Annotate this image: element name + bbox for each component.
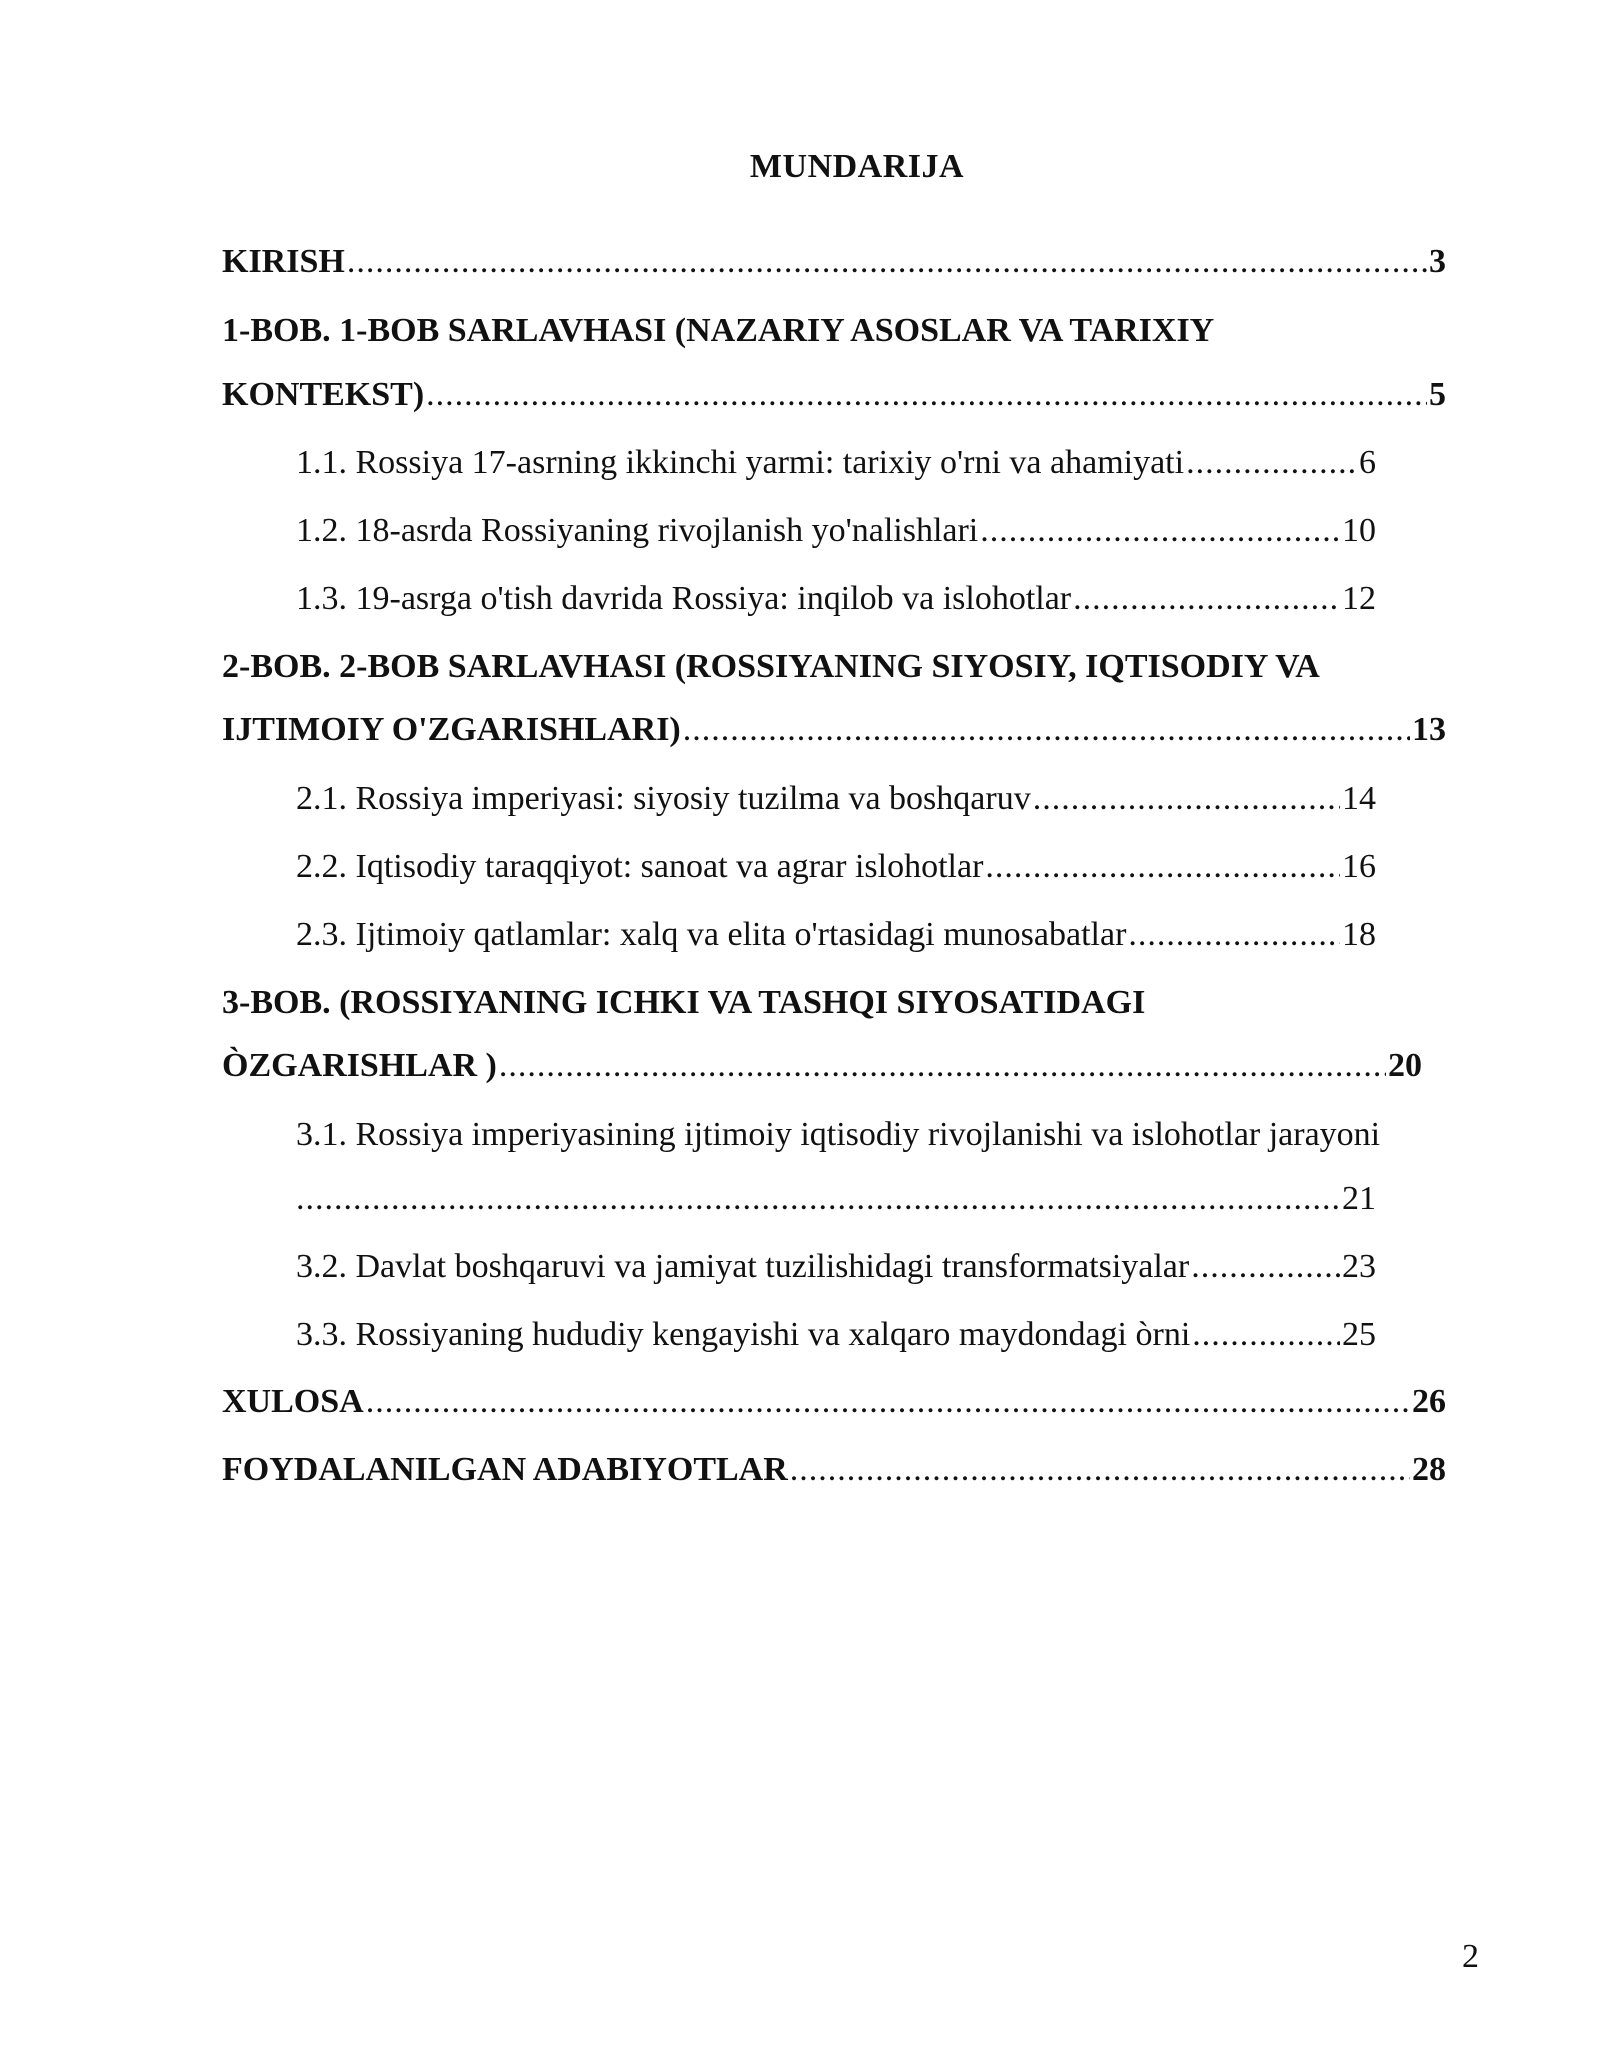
toc-entry-page: 10 (1342, 512, 1376, 549)
dot-leader (683, 710, 1410, 750)
toc-entry-label: 1.1. Rossiya 17-asrning ikkinchi yarmi: tarixiy o'rni va ahamiyati (296, 444, 1185, 481)
toc-entry-label: FOYDALANILGAN ADABIYOTLAR (222, 1451, 788, 1488)
toc-entry-label: 2-BOB. 2-BOB SARLAVHASI (ROSSIYANING SIYOSIY, IQTISODIY VA (222, 648, 1320, 685)
toc-entry-label: 3-BOB. (ROSSIYANING ICHKI VA TASHQI SIYOSATIDAGI (222, 984, 1146, 1021)
toc-entry-label: IJTIMOIY O'ZGARISHLARI) (222, 711, 681, 748)
toc-chapter-2[interactable] (222, 710, 1446, 750)
toc-entry-label: 2.2. Iqtisodiy taraqqiyot: sanoat va agrar islohotlar (296, 848, 984, 885)
toc-section-3-2[interactable] (296, 1247, 1376, 1287)
dot-leader (1192, 1315, 1340, 1355)
toc-section-1-3[interactable] (296, 579, 1376, 619)
toc-entry-page: 6 (1359, 444, 1376, 481)
toc-entry-page: 25 (1342, 1316, 1376, 1353)
dot-leader (347, 242, 1427, 282)
dot-leader (1073, 579, 1340, 619)
toc-entry-label: XULOSA (222, 1383, 364, 1420)
dot-leader (1128, 915, 1340, 955)
toc-entry-label: KONTEKST) (222, 376, 425, 413)
dot-leader (1191, 1247, 1340, 1287)
toc-entry-label: 1.3. 19-asrga o'tish davrida Rossiya: inqilob va islohotlar (296, 580, 1072, 617)
page-title: MUNDARIJA (749, 148, 965, 185)
toc-entry-page: 20 (1388, 1047, 1422, 1084)
toc-entry-label: 2.3. Ijtimoiy qatlamlar: xalq va elita o'rtasidagi munosabatlar (296, 916, 1127, 953)
toc-section-1-2[interactable] (296, 511, 1376, 551)
toc-entry-adabiyotlar[interactable] (222, 1450, 1446, 1490)
dot-leader (1186, 443, 1357, 483)
toc-section-3-1-title[interactable] (296, 1115, 1476, 1155)
toc-entry-page: 3 (1429, 243, 1446, 280)
dot-leader (426, 375, 1427, 415)
dot-leader (1033, 779, 1340, 819)
toc-entry-page: 28 (1412, 1451, 1446, 1488)
toc-chapter-3[interactable] (222, 1046, 1422, 1086)
dot-leader (499, 1046, 1386, 1086)
toc-entry-xulosa[interactable] (222, 1382, 1446, 1422)
toc-entry-page: 12 (1342, 580, 1376, 617)
toc-entry-page: 18 (1342, 916, 1376, 953)
toc-entry-label: 3.2. Davlat boshqaruvi va jamiyat tuzilishidagi transformatsiyalar (296, 1248, 1190, 1285)
toc-entry-label: 3.1. Rossiya imperiyasining ijtimoiy iqtisodiy rivojlanishi va islohotlar jarayoni (296, 1116, 1381, 1153)
toc-entry-page: 21 (1342, 1180, 1376, 1217)
toc-section-3-1[interactable] (296, 1179, 1376, 1219)
toc-entry-label: KIRISH (222, 243, 345, 280)
dot-leader (366, 1382, 1410, 1422)
toc-chapter-3-title[interactable] (222, 983, 1446, 1023)
toc-section-2-2[interactable] (296, 847, 1376, 887)
toc-chapter-1-title[interactable] (222, 311, 1446, 351)
toc-entry-page: 5 (1429, 376, 1446, 413)
toc-chapter-2-title[interactable] (222, 647, 1446, 687)
toc-entry-label: ÒZGARISHLAR ) (222, 1047, 497, 1084)
toc-chapter-1[interactable] (222, 375, 1446, 415)
dot-leader (985, 847, 1340, 887)
toc-entry-page: 14 (1342, 780, 1376, 817)
dot-leader (296, 1179, 1340, 1219)
toc-entry-page: 16 (1342, 848, 1376, 885)
toc-entry-kirish[interactable] (222, 242, 1446, 282)
toc-entry-label: 2.1. Rossiya imperiyasi: siyosiy tuzilma va boshqaruv (296, 780, 1031, 817)
toc-section-2-3[interactable] (296, 915, 1376, 955)
toc-entry-page: 26 (1412, 1383, 1446, 1420)
dot-leader (980, 511, 1340, 551)
dot-leader (790, 1450, 1410, 1490)
toc-entry-label: 1-BOB. 1-BOB SARLAVHASI (NAZARIY ASOSLAR VA TARIXIY (222, 312, 1215, 349)
toc-section-1-1[interactable] (296, 443, 1376, 483)
toc-section-2-1[interactable] (296, 779, 1376, 819)
toc-entry-label: 3.3. Rossiyaning hududiy kengayishi va xalqaro maydondagi òrni (296, 1316, 1191, 1353)
page-number: 2 (1462, 1938, 1479, 1975)
toc-entry-page: 13 (1412, 711, 1446, 748)
toc-entry-label: 1.2. 18-asrda Rossiyaning rivojlanish yo'nalishlari (296, 512, 979, 549)
toc-entry-page: 23 (1342, 1248, 1376, 1285)
toc-section-3-3[interactable] (296, 1315, 1376, 1355)
